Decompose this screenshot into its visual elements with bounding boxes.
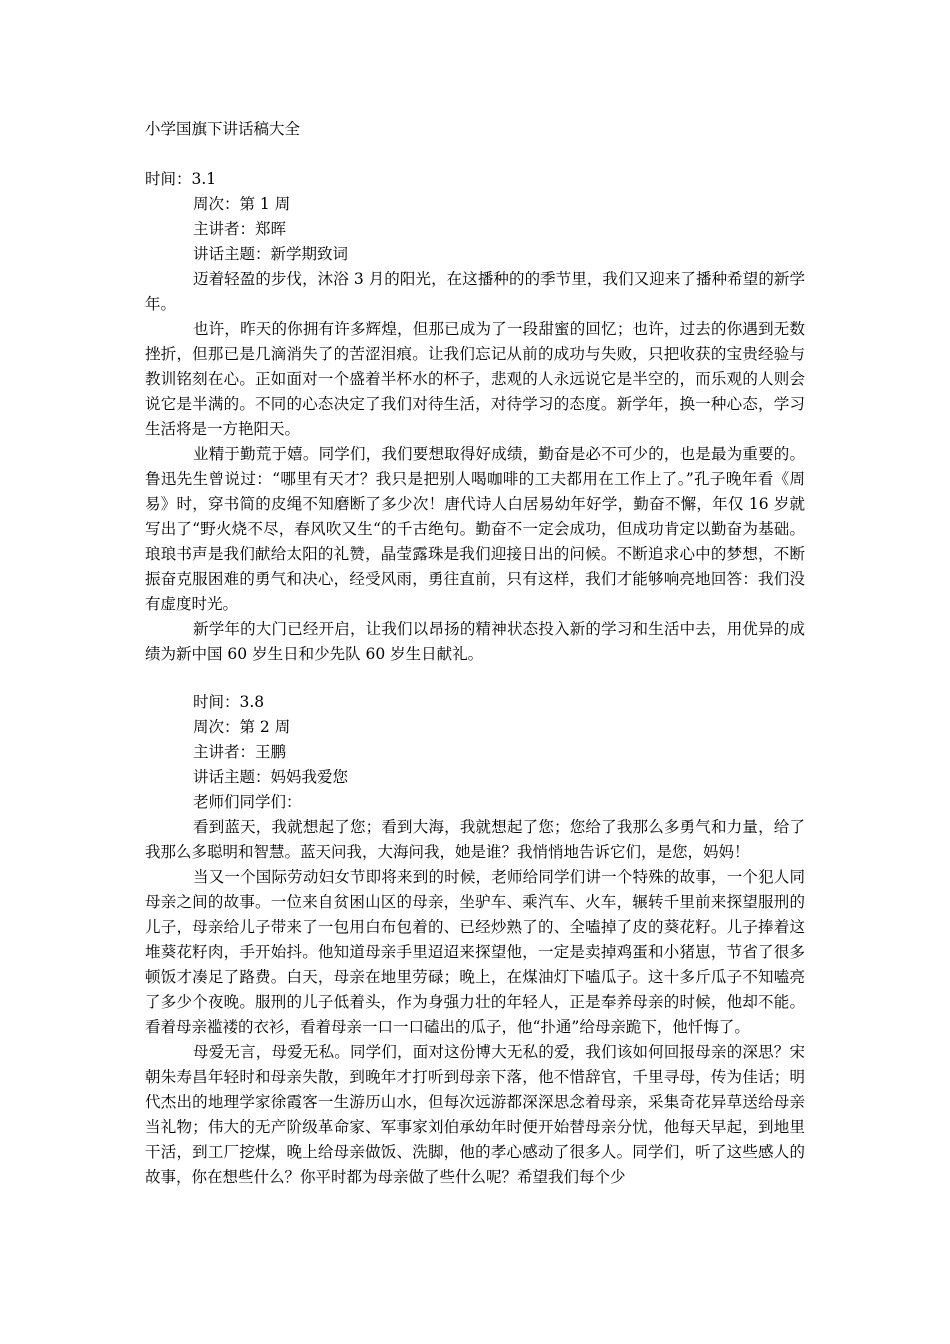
speech-speaker: 主讲者：王鹏	[193, 743, 287, 761]
speech-paragraph: 母爱无言，母爱无私。同学们，面对这份博大无私的爱，我们该如何回报母亲的深思？宋朝朱寿昌年轻时和母亲失散，到晚年才打听到母亲下落，他不惜辞官，千里寻母，传为佳话；明代杰出的地理学家徐霞客一生游历山水，但每次远游都深深思念着母亲，采集奇花异草送给母亲当礼物；伟大的无产阶级革命家、军事家刘伯承幼年时便开始替母亲分忧，他每天早起，到地里干活，到工厂挖煤，晚上给母亲做饭、洗脚，他的孝心感动了很多人。同学们，听了这些感人的故事，你在想些什么？你平时都为母亲做了些什么呢？希望我们每个少	[145, 1043, 805, 1186]
document-title: 小学国旗下讲话稿大全	[145, 120, 301, 138]
speech-speaker: 主讲者：郑晖	[193, 220, 287, 238]
speech-topic: 讲话主题：新学期致词	[193, 245, 349, 263]
speech-paragraph: 也许，昨天的你拥有许多辉煌，但那已成为了一段甜蜜的回忆；也许，过去的你遇到无数挫折，但那已是几滴消失了的苦涩泪痕。让我们忘记从前的成功与失败，只把收获的宝贵经验与教训铭刻在心。正如面对一个盛着半杯水的杯子，悲观的人永远说它是半空的，而乐观的人则会说它是半满的。不同的心态决定了我们对待生活，对待学习的态度。新学年，换一种心态，学习生活将是一方艳阳天。	[145, 320, 805, 438]
speech-greeting: 老师们同学们：	[193, 793, 302, 811]
speech-week: 周次：第 1 周	[193, 195, 291, 213]
speech-section-1	[145, 167, 805, 667]
speech-paragraph: 迈着轻盈的步伐，沐浴 3 月的阳光，在这播种的的季节里，我们又迎来了播种希望的新学年。	[145, 270, 805, 313]
speech-paragraph: 新学年的大门已经开启，让我们以昂扬的精神状态投入新的学习和生活中去，用优异的成绩为新中国 60 岁生日和少先队 60 岁生日献礼。	[145, 620, 805, 663]
speech-time: 时间：3.8	[193, 693, 265, 711]
speech-paragraph: 当又一个国际劳动妇女节即将来到的时候，老师给同学们讲一个特殊的故事，一个犯人同母亲之间的故事。一位来自贫困山区的母亲，坐驴车、乘汽车、火车，辗转千里前来探望服刑的儿子，母亲给儿子带来了一包用白布包着的、已经炒熟了的、全嗑掉了皮的葵花籽。儿子捧着这堆葵花籽肉，手开始抖。他知道母亲手里迢迢来探望他，一定是卖掉鸡蛋和小猪崽，节省了很多顿饭才凑足了路费。白天，母亲在地里劳碌；晚上，在煤油灯下嗑瓜子。这十多斤瓜子不知嗑亮了多少个夜晚。服刑的儿子低着头，作为身强力壮的年轻人，正是奉养母亲的时候，他却不能。看着母亲褴褛的衣衫，看着母亲一口一口磕出的瓜子，他“扑通”给母亲跪下，他忏悔了。	[145, 868, 805, 1036]
speech-time: 时间：3.1	[145, 170, 217, 188]
speech-topic: 讲话主题：妈妈我爱您	[193, 768, 349, 786]
speech-paragraph: 业精于勤荒于嬉。同学们，我们要想取得好成绩，勤奋是必不可少的，也是最为重要的。鲁迅先生曾说过：“哪里有天才？我只是把别人喝咖啡的工夫都用在工作上了。”孔子晚年看《周易》时，穿书简的皮绳不知磨断了多少次！唐代诗人白居易幼年好学，勤奋不懈，年仅 16 岁就写出了“野火烧不尽，春风吹又生“的千古绝句。勤奋不一定会成功，但成功肯定以勤奋为基础。琅琅书声是我们献给太阳的礼赞，晶莹露珠是我们迎接日出的问候。不断追求心中的梦想，不断振奋克服困难的勇气和决心，经受风雨，勇往直前，只有这样，我们才能够响亮地回答：我们没有虚度时光。	[145, 445, 805, 613]
speech-paragraph: 看到蓝天，我就想起了您；看到大海，我就想起了您；您给了我那么多勇气和力量，给了我那么多聪明和智慧。蓝天问我，大海问我，她是谁？我悄悄地告诉它们，是您，妈妈！	[145, 818, 805, 861]
speech-week: 周次：第 2 周	[193, 718, 291, 736]
speech-section-2	[145, 690, 805, 1190]
